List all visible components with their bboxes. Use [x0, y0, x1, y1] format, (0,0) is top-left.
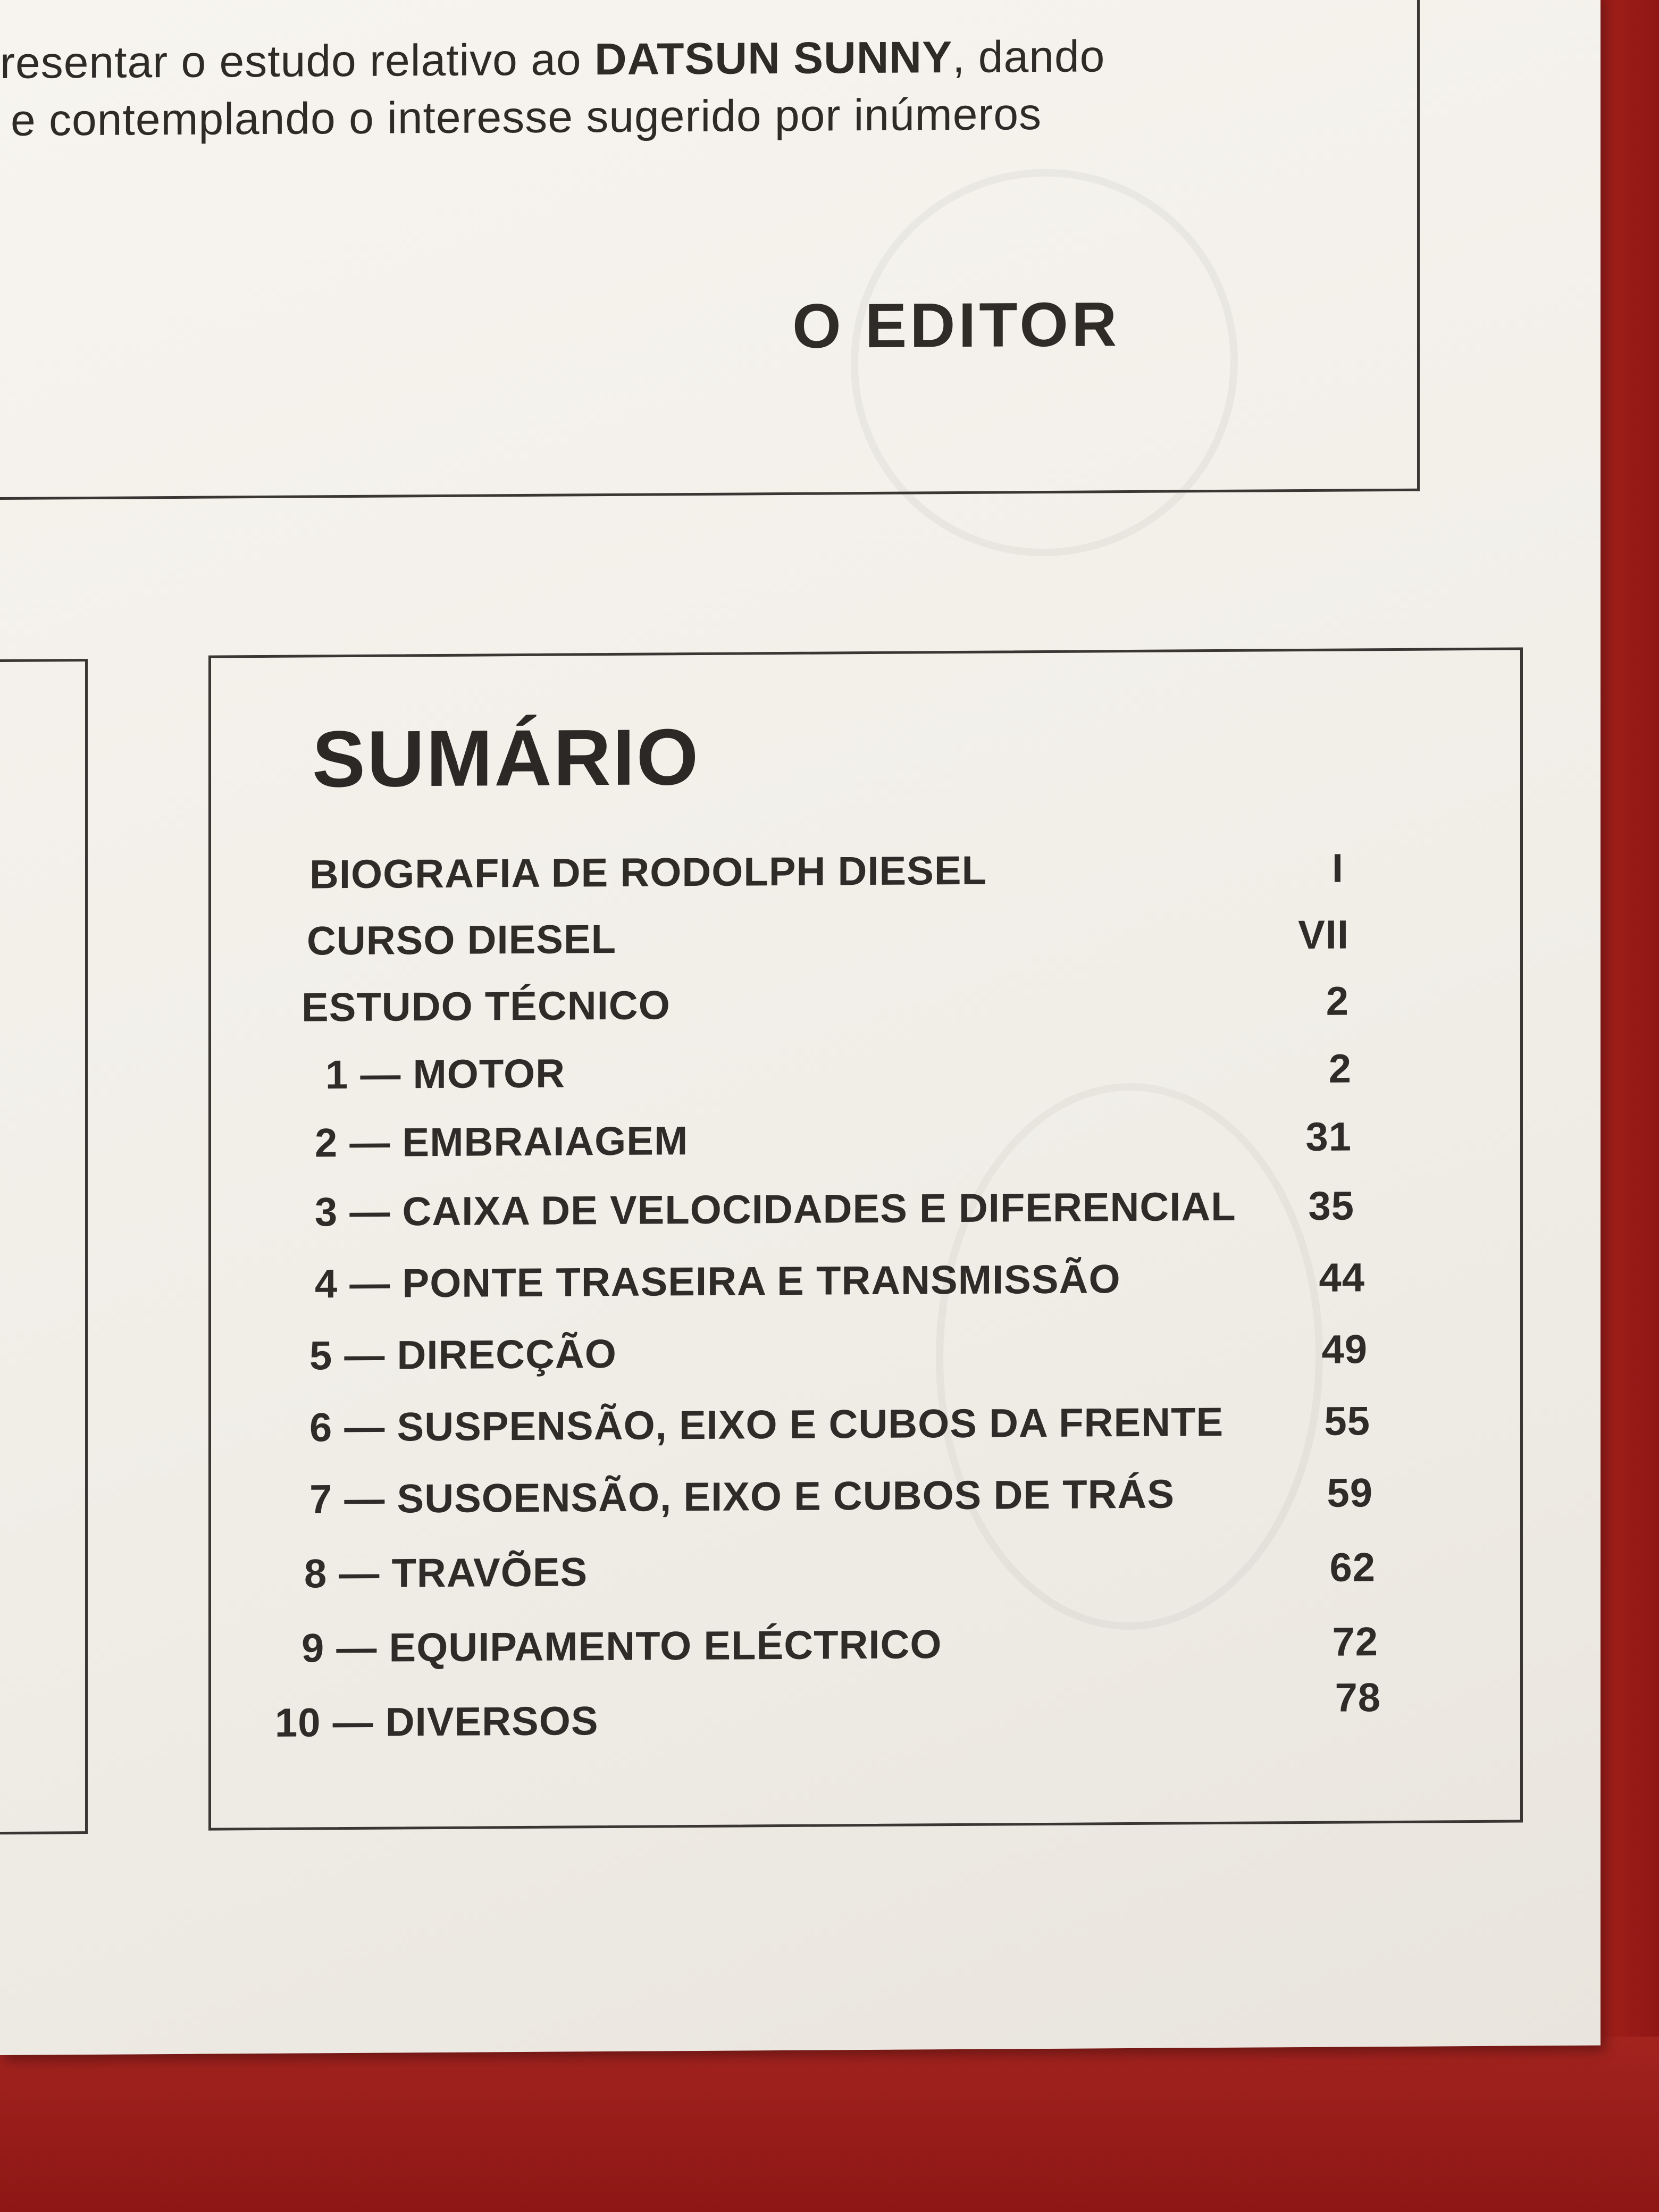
toc-entry	[211, 911, 1520, 972]
toc-entry-page: 44	[1319, 1255, 1365, 1301]
toc-entry	[211, 1045, 1520, 1106]
toc-entry-page: I	[1331, 845, 1344, 891]
toc-entry-title: 8 — TRAVÕES	[304, 1549, 588, 1597]
toc-entry-title: 4 — PONTE TRASEIRA E TRANSMISSÃO	[315, 1256, 1121, 1307]
toc-entry	[211, 1254, 1520, 1315]
editor-signature: O EDITOR	[792, 289, 1120, 362]
toc-entry-title: 6 — SUSPENSÃO, EIXO E CUBOS DA FRENTE	[309, 1399, 1224, 1451]
table-of-contents-box	[208, 648, 1523, 1831]
toc-entry-page: 31	[1305, 1114, 1352, 1160]
toc-entry-title: 7 — SUSOENSÃO, EIXO E CUBOS DE TRÁS	[309, 1471, 1175, 1522]
toc-entry-page: 2	[1326, 978, 1349, 1024]
preface-text-emphasis: DATSUN SUNNY	[594, 32, 953, 85]
toc-entry-title: 9 — EQUIPAMENTO ELÉCTRICO	[301, 1622, 942, 1671]
toc-entry-title: 2 — EMBRAIAGEM	[315, 1118, 689, 1166]
toc-entry-title: ESTUDO TÉCNICO	[301, 983, 671, 1030]
table-of-contents-title: SUMÁRIO	[312, 711, 700, 804]
toc-entry-page: 2	[1328, 1046, 1352, 1092]
toc-entry-page: 35	[1308, 1183, 1354, 1229]
toc-entry-title: CURSO DIESEL	[307, 916, 617, 964]
toc-entry-page: 78	[1335, 1675, 1381, 1721]
preface-text-segment: , dando	[952, 31, 1105, 82]
toc-entry-page: 59	[1327, 1470, 1373, 1516]
toc-entry-title: 3 — CAIXA DE VELOCIDADES E DIFERENCIAL	[315, 1184, 1236, 1235]
preface-text-segment: resentar o estudo relativo ao	[0, 34, 594, 88]
toc-entry	[211, 1618, 1520, 1679]
toc-entry	[211, 1397, 1520, 1459]
toc-entry	[211, 844, 1520, 906]
adjacent-frame	[0, 659, 88, 1834]
toc-entry-title: 1 — MOTOR	[325, 1051, 565, 1098]
toc-entry-page: 72	[1332, 1619, 1378, 1665]
toc-entry	[211, 1675, 1520, 1754]
toc-entry	[211, 1182, 1520, 1243]
toc-entry-title: 10 — DIVERSOS	[275, 1698, 599, 1746]
toc-entry-page: VII	[1298, 912, 1349, 958]
toc-entry-page: 62	[1329, 1545, 1376, 1590]
toc-entry	[211, 1113, 1520, 1174]
preface-text-line	[0, 30, 1105, 89]
toc-entry-title: BIOGRAFIA DE RODOLPH DIESEL	[309, 848, 987, 898]
toc-entry-page: 55	[1324, 1398, 1370, 1444]
toc-entry	[211, 1469, 1520, 1530]
toc-entry	[211, 1544, 1520, 1605]
toc-entry-page: 49	[1321, 1327, 1368, 1372]
toc-entry	[211, 1326, 1520, 1387]
red-cloth-background-bottom	[0, 2037, 1659, 2212]
toc-entry-title: 5 — DIRECÇÃO	[309, 1331, 617, 1379]
toc-entry	[211, 977, 1520, 1038]
preface-text-line: e contemplando o interesse sugerido por inúmeros	[11, 89, 1042, 145]
